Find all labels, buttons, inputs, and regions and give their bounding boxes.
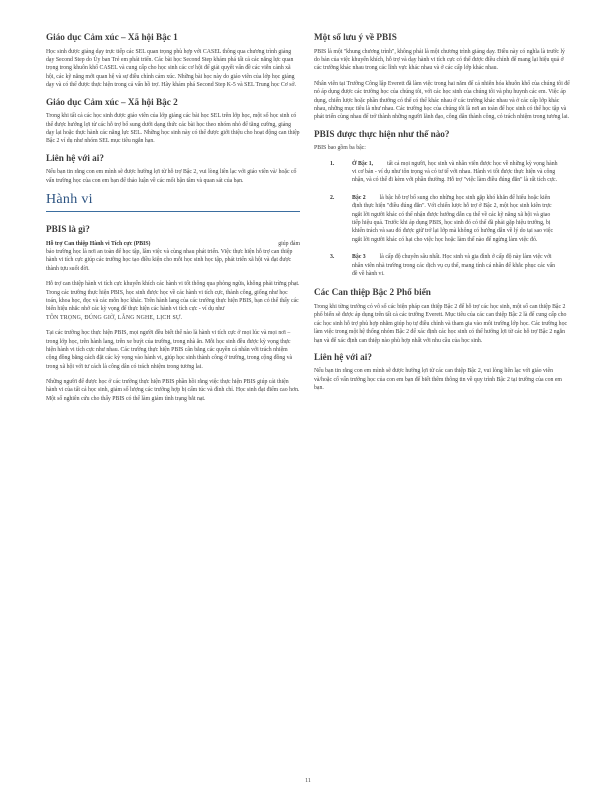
heading-pbis-how: PBIS được thực hiện như thế nào? bbox=[314, 128, 450, 139]
pbis-expectations: TÔN TRỌNG, ĐÚNG GIỜ, LẮNG NGHE, LỊCH SỰ. bbox=[46, 314, 183, 321]
heading-contact-1: Liên hệ với ai? bbox=[46, 152, 104, 163]
heading-what-is-pbis: PBIS là gì? bbox=[46, 224, 90, 235]
list-item-text: là bậc hỗ trợ bổ sung cho những học sinh gặp khó khăn để hiểu hoặc kiên định thực hiện "điều đúng đắn". Với chiến lược hỗ trợ ở Bậc 2, một học sinh kiên trực ngắt lời người khác có thể nhận được hướng dẫn cụ thể về các kỹ năng xã hội và giao tiếp hiệu quả. Trước khi áp dụng PBIS, học sinh đó có thể đã phải gặp hiệu trưởng, bị khiển trách và sau đó được giữ trở lại lớp mà không có hướng dẫn về lý do tại sao việc ngắt lời người khác có hại cho việc học hoặc làm thế nào để ngừng làm việc đó. bbox=[352, 194, 554, 243]
paragraph-contact-1: Nếu bạn tin rằng con em mình sẽ được hưởng lợi từ hỗ trợ Bậc 2, vui lòng liên lạc với giáo viên và/ hoặc cố vấn trường học của con em bạn để thảo luận về các mối bận tâm và quan sát của bạn. bbox=[46, 169, 297, 184]
page-number: 11 bbox=[305, 778, 311, 784]
section-divider bbox=[46, 211, 300, 212]
list-item bbox=[314, 160, 572, 185]
paragraph-pbis-intro: bảo trường học là nơi an toàn để học tập, lâm việc và cùng nhau phát triển. Việc thực hiện hỗ trợ can thiệp hành vi tích cực giúp các trường học tạo điều kiện cho mỗi học sinh học tập, phát triển xã hội và đạt được thành tựu suốt đời. bbox=[46, 249, 293, 272]
right-column bbox=[314, 32, 572, 400]
list-item-label: Bậc 2 bbox=[352, 194, 366, 201]
heading-pbis-notes: Một số lưu ý về PBIS bbox=[314, 32, 397, 42]
heading-sel-tier2: Giáo dục Cảm xúc – Xã hội Bậc 2 bbox=[46, 96, 178, 107]
list-item-body bbox=[346, 253, 572, 278]
paragraph-everett-staff: Nhân viên tại Trường Công lập Everett đã làm việc trong hai năm để cả nhiên hóa khuôn khổ của chúng tôi để nó áp dụng được các trường học của chúng tôi, với các học sinh của chúng tôi và phụ huynh các em. Việc áp dụng, chiến lược hoặc phần thưởng có thể có thể khác nhau ở các trường khác nhau và ở các cấp lớp khác nhau, những mục tiêu là như nhau. Các trường học của chúng tôi là nơi an toàn để học sinh có thể học tập và phát triển cùng nhau để trở thành những người lãnh đạo, công dân thành công, có trách nhiệm trong tương lai. bbox=[314, 80, 570, 121]
pbis-lead-tail: giúp đảm bbox=[278, 240, 300, 247]
paragraph-pbis-framework: PBIS là một "khung chương trình", không phải là một chương trình giảng dạy. Điều này có nghĩa là trước lý do bản của việc khuyến khích, hỗ trợ và dạy hành vi tích cực có thể được điều chỉnh để mang lại hiệu quả ở các trường khác nhau trong các lĩnh vực khác nhau và ở các cấp lớp khác nhau. bbox=[314, 48, 565, 72]
section-title-behavior: Hành vi bbox=[46, 192, 93, 208]
paragraph-sel-tier2: Trong khi tất cả các học sinh được giáo viên của lớp giảng các bài học SEL trên lớp học, một số học sinh có thể được hưởng lợi từ các hỗ trợ bổ sung dưới dạng thức các bài học theo nhóm nhỏ để tăng cường, giảng dạy lại hoặc thực hành các năng lực SEL. Những học sinh này có thể được giới thiệu cho hoạt động can thiệp Bậc 2 ví dụ như nhóm SEL mục tiêu ngắn hạn. bbox=[46, 113, 300, 145]
paragraph-common-tier2: Trong khi từng trường có vô số các biện pháp can thiệp Bậc 2 để hỗ trợ các học sinh, một số can thiệp Bậc 2 phổ biến sẽ được áp dụng trên tất cả các trường Everett. Mục tiêu của các can thiệp Bậc 2 là để cung cấp cho các học sinh hỗ trợ phù hợp nhằm giúp họ tự điều chỉnh và tham gia vào môi trường lớp học. Các trường học làm việc trong một hệ thống nhóm Bậc 2 để xác định các học sinh có thể hưởng lợi từ các hỗ trợ Bậc 2 ngắn hạn và để xác định can thiệp nào phù hợp nhất với nhu cầu của học sinh. bbox=[314, 303, 568, 344]
list-item bbox=[314, 253, 572, 278]
pbis-positive-text: Hỗ trợ can thiệp hành vi tích cực khuyến khích các hành vi tốt thông qua phòng ngừa, không phải trừng phạt. Trong các trường thực hiện PBIS, học sinh được học về các hành vi tích cực, thành công, giống như học toán, khoa học, đọc và các môn học khác. Trên hành lang của các trường thực hiện PBIS, bạn có thể thấy các biển hiệu nhắc nhở các kỳ vọng để thực hiện các hành vi tích cực - ví dụ như bbox=[46, 281, 300, 313]
list-item-number: 2. bbox=[330, 194, 335, 201]
list-item-body bbox=[346, 194, 572, 244]
paragraph-pbis-positive bbox=[46, 280, 300, 314]
heading-common-tier2: Các Can thiệp Bậc 2 Phổ biến bbox=[314, 287, 431, 298]
paragraph-pbis-tiers-intro: PBIS bao gồm ba bậc: bbox=[314, 145, 366, 152]
paragraph-sel-tier1: Học sinh được giảng dạy trực tiếp các SEL quan trọng phù hợp với CASEL thông qua chương trình giảng dạy Second Step do Ủy ban Trẻ em phát triển. Các bài học Second Step khám phá tất cả các năng lực quan trọng trong khuôn khổ CASEL và cung cấp cho học sinh các cơ hội để giải quyết vấn đề các viễn cảnh xã hội, các kỹ năng mới quan hệ và sự điều chỉnh cảm xúc. Những bài học này do giáo viên của lớp học giảng dạy và có thể được thực hiện trong cả vấn hồ trợ. Hãy khám phá Second Step K-5 và SEL Trung học Cơ sở. bbox=[46, 48, 296, 89]
heading-sel-tier1: Giáo dục Cảm xúc – Xã hội Bậc 1 bbox=[46, 32, 178, 42]
paragraph-contact-2: Nếu bạn tin rằng con em mình sẽ được hưởng lợi từ các can thiệp Bậc 2, vui lòng liên lạc với giáo viên và/hoặc cố vấn trường học của con em bạn để biết thêm thông tin về quy trình Bậc 2 tại trường của con em bạn. bbox=[314, 368, 562, 392]
pbis-lead-line bbox=[46, 240, 300, 248]
paragraph-pbis-results: Những người để được học ở các trường thực hiện PBIS phần hồi rằng việc thực hiện PBIS giúp cải thiện hành vi của tất cả học sinh, giảm số lượng các trường hợp bị cấm túc và đình chỉ. Học sinh đạt điểm cao hơn. Một số nghiên cứu cho thấy PBIS có thể làm giảm tình trạng bắt nạt. bbox=[46, 379, 300, 402]
left-column bbox=[46, 32, 300, 410]
list-item-label: Bậc 3 bbox=[352, 254, 366, 261]
heading-contact-2: Liên hệ với ai? bbox=[314, 351, 372, 362]
list-item-text: là cấp độ chuyên sâu nhất. Học sinh và gia đình ở cấp độ này làm việc với nhân viên nhà trường trong các dịch vụ cụ thể, mang tính cá nhân để khắc phục các vấn đề về hành vi. bbox=[352, 254, 556, 277]
pbis-lead-bold: Hỗ trợ Can thiệp Hành vi Tích cực (PBIS) bbox=[46, 240, 151, 247]
list-item-label: Ở Bậc 1, bbox=[352, 160, 374, 167]
paragraph-pbis-schools: Tại các trường học thực hiện PBIS, mọi người đều biết thế nào là hành vi tích cực ở mọi lúc và mọi nơi – trong lớp học, trên hành lang, trên xe buýt của trường, trong nhà ăn. Mỗi học sinh đều được kỳ vọng thực hiện hành vi tích cực như nhau. Các trường thực hiện PBIS cân bằng các quyền cá nhân với trách nhiệm cộng đồng bằng cách đặt các kỳ vọng vào hành vi, giúp học sinh thành công ở trường, trong cộng đồng và trong xã hội với tư cách là công dân có trách nhiệm trong tương lai. bbox=[46, 330, 293, 370]
list-item-text: tất cả mọi người, học sinh và nhân viên được học về những kỳ vọng hành vi cơ bản - ví dụ như tôn trọng và có tư tế với nhau. Hành vi tốt được thực hiện và công nhận, và có thể đi kèm với phần thưởng. Hỗ trợ "việc làm điều đúng đắn" là rất tích cực. bbox=[352, 160, 558, 184]
pbis-tier-list bbox=[314, 160, 572, 279]
list-item-number: 3. bbox=[330, 254, 335, 261]
list-item-number: 1. bbox=[330, 160, 335, 167]
list-item-body bbox=[346, 160, 572, 185]
list-item bbox=[314, 194, 572, 244]
